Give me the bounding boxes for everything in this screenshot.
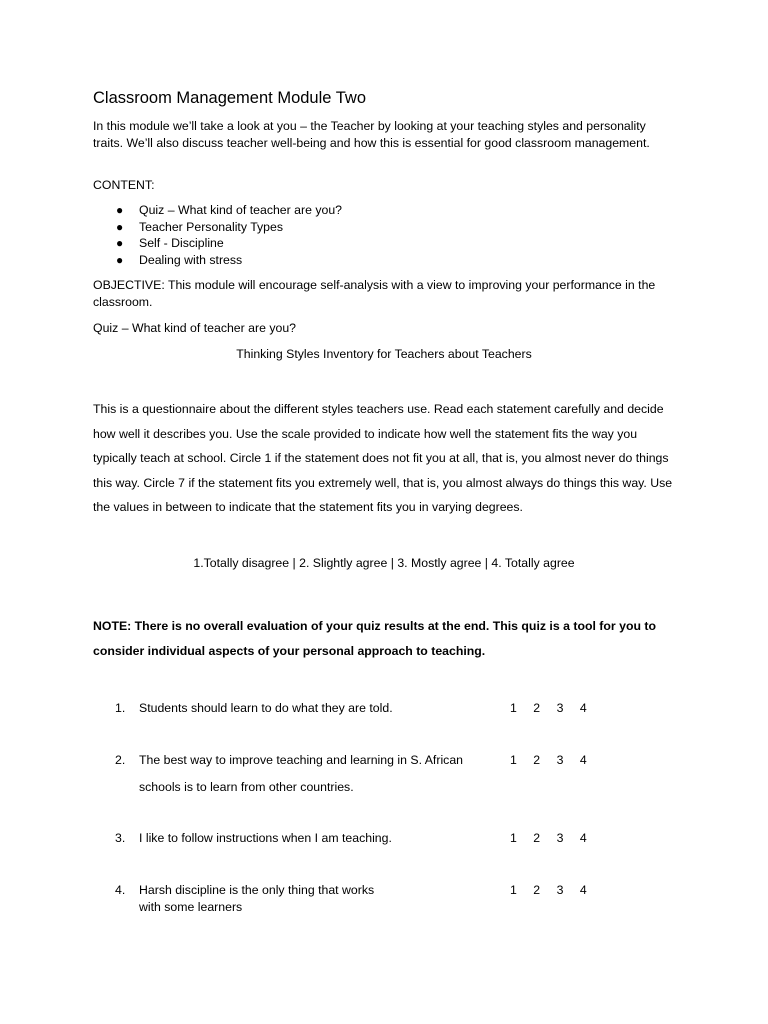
bullet-icon: ● — [116, 203, 124, 217]
rating-option[interactable]: 3 — [556, 753, 564, 767]
rating-option[interactable]: 3 — [556, 831, 564, 845]
intro-paragraph: In this module we’ll take a look at you – the Teacher by looking at your teaching styles and personality traits. We’ll also discuss teacher well-being and how this is essential for good classroom management. — [93, 119, 650, 150]
question-rating-options — [510, 882, 610, 899]
question-number: 1. — [115, 701, 126, 715]
bullet-icon: ● — [116, 236, 124, 250]
list-item-label: Teacher Personality Types — [139, 219, 283, 234]
rating-option[interactable]: 3 — [556, 883, 564, 897]
bullet-icon: ● — [116, 219, 124, 234]
question-number: 2. — [115, 753, 126, 767]
list-item-label: Self - Discipline — [139, 236, 224, 250]
list-item-label: Quiz – What kind of teacher are you? — [139, 203, 343, 217]
question-text: Students should learn to do what they are told. — [139, 701, 393, 715]
rating-scale-legend: 1.Totally disagree | 2. Slightly agree | 3. Mostly agree | 4. Totally agree — [193, 556, 575, 570]
question-rating-options — [510, 830, 610, 847]
question-rating-options — [510, 700, 610, 717]
list-item-label: Dealing with stress — [139, 252, 243, 267]
list-item — [93, 235, 342, 252]
quiz-heading: Quiz – What kind of teacher are you? — [93, 321, 297, 335]
rating-option[interactable]: 2 — [533, 753, 541, 767]
rating-option[interactable]: 4 — [579, 883, 587, 897]
questionnaire-instructions: This is a questionnaire about the different styles teachers use. Read each statement carefully and decide how well it describes you. Use the scale provided to indicate how well the statement fits the way you typically teach at school. Circle 1 if the statement does not fit you at all, that is, you almost never do things this way. Circle 7 if the statement fits you extremely well, that is, you almost always do things this way. Use the values in between to indicate that the statement fits you in varying degrees. — [93, 402, 673, 515]
rating-option[interactable]: 1 — [510, 701, 517, 715]
inventory-title: Thinking Styles Inventory for Teachers about Teachers — [236, 347, 532, 361]
question-text: The best way to improve teaching and learning in S. African schools is to learn from other countries. — [139, 753, 464, 794]
objective-paragraph: OBJECTIVE: This module will encourage self-analysis with a view to improving your performance in the classroom. — [93, 278, 656, 309]
list-item — [93, 202, 342, 219]
rating-option[interactable]: 1 — [510, 883, 517, 897]
list-item — [93, 219, 342, 236]
question-text: I like to follow instructions when I am teaching. — [139, 831, 392, 845]
question-number: 3. — [115, 831, 126, 845]
content-label: CONTENT: — [93, 178, 155, 192]
bullet-icon: ● — [116, 252, 124, 267]
note-paragraph: NOTE: There is no overall evaluation of your quiz results at the end. This quiz is a tool for you to consider individual aspects of your personal approach to teaching. — [93, 619, 656, 658]
document-title: Classroom Management Module Two — [93, 89, 366, 107]
question-number: 4. — [115, 883, 126, 897]
rating-option[interactable]: 2 — [533, 831, 541, 845]
rating-option[interactable]: 2 — [533, 701, 541, 715]
question-text: Harsh discipline is the only thing that works with some learners — [139, 883, 375, 914]
rating-option[interactable]: 3 — [556, 701, 564, 715]
rating-option[interactable]: 4 — [579, 701, 587, 715]
rating-option[interactable]: 1 — [510, 753, 517, 767]
rating-option[interactable]: 1 — [510, 831, 517, 845]
content-list — [93, 202, 342, 268]
rating-option[interactable]: 4 — [579, 753, 587, 767]
rating-option[interactable]: 4 — [579, 831, 587, 845]
rating-option[interactable]: 2 — [533, 883, 541, 897]
list-item — [93, 252, 342, 269]
question-rating-options — [510, 752, 610, 769]
